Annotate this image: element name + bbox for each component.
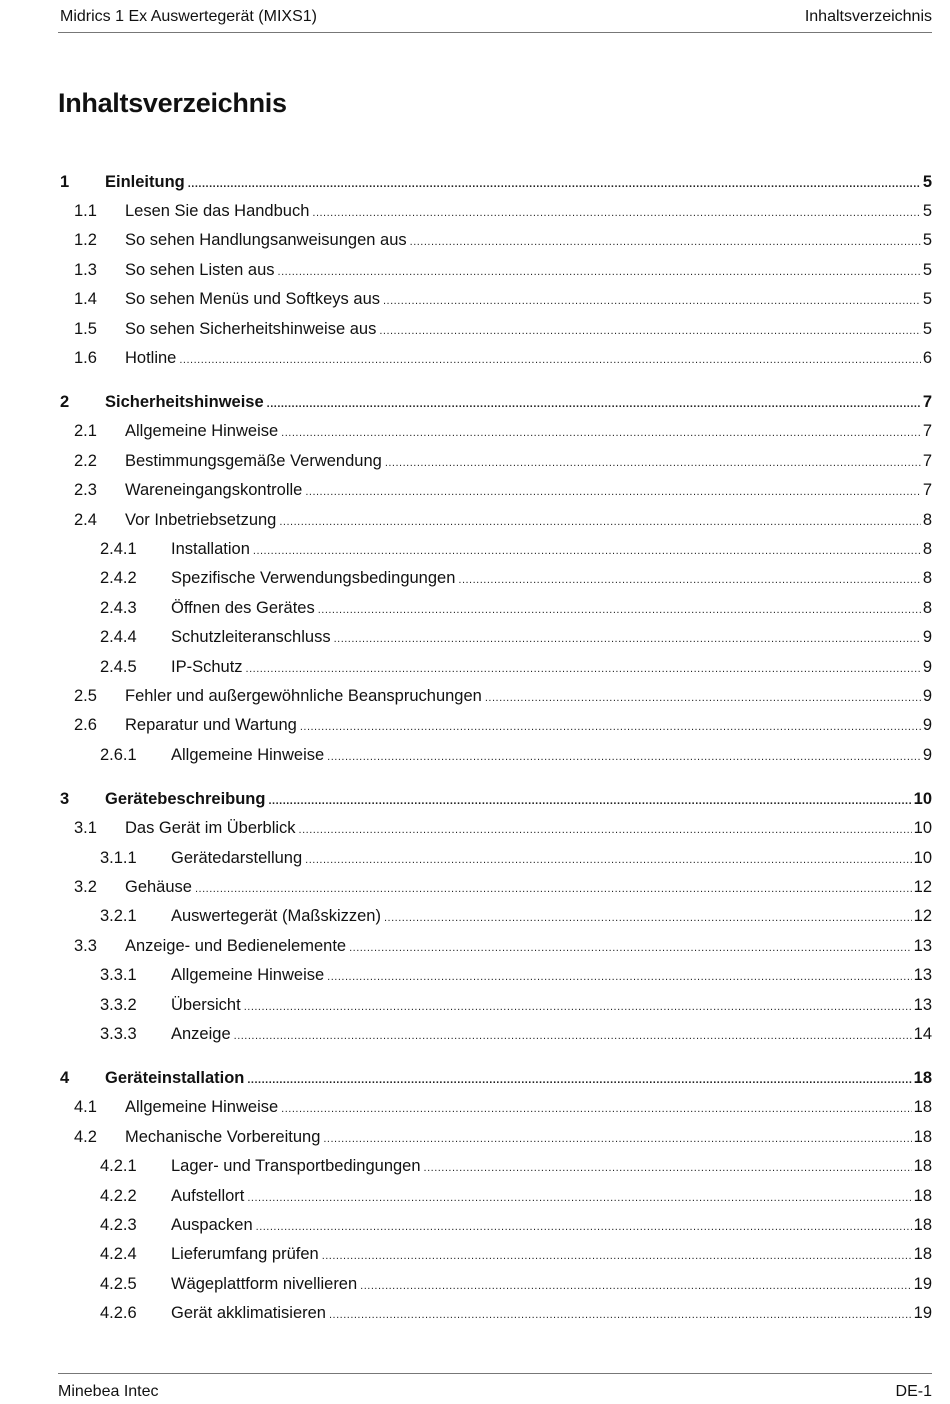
toc-entry-page[interactable]: 14 — [913, 1025, 932, 1043]
toc-entry-title[interactable]: Spezifische Verwendungsbedingungen — [171, 569, 456, 588]
toc-entry-title[interactable]: Allgemeine Hinweise — [171, 745, 325, 764]
toc-entry-body — [125, 228, 932, 254]
page-title: Inhaltsverzeichnis — [58, 88, 287, 118]
toc-dot-leader — [379, 319, 920, 343]
toc-entry-title[interactable]: IP-Schutz — [171, 657, 243, 676]
toc-entry-title[interactable]: Gerätedarstellung — [171, 848, 303, 867]
toc-entry-page[interactable]: 9 — [922, 628, 932, 647]
toc-entry-body — [105, 787, 932, 813]
toc-entry-number: 2.4.1 — [100, 540, 137, 558]
toc-entry-body — [171, 625, 932, 651]
toc-entry-2-6[interactable] — [58, 713, 932, 737]
toc-entry-page[interactable]: 9 — [922, 657, 932, 676]
toc-entry-1-5[interactable] — [58, 317, 932, 341]
toc-entry-page[interactable]: 10 — [913, 848, 932, 867]
toc-entry-body — [125, 419, 932, 445]
toc-dot-leader — [188, 172, 921, 196]
toc-dot-leader — [299, 818, 912, 842]
toc-entry-number: 3.3.2 — [100, 995, 137, 1014]
toc-entry-page[interactable]: 18 — [913, 1069, 932, 1088]
toc-dot-leader — [384, 906, 912, 930]
toc-entry-page[interactable]: 9 — [922, 745, 932, 764]
toc-dot-leader — [305, 480, 920, 504]
toc-entry-title[interactable]: Vor Inbetriebsetzung — [125, 510, 277, 529]
toc-entry-page[interactable]: 18 — [913, 1216, 932, 1234]
toc-entry-number: 4.2.5 — [100, 1274, 137, 1293]
toc-entry-2-1[interactable] — [58, 419, 932, 443]
toc-dot-leader — [268, 789, 911, 813]
toc-entry-number: 1.4 — [74, 290, 97, 309]
toc-entry-body — [125, 816, 932, 842]
toc-entry-page[interactable]: 5 — [922, 319, 932, 338]
toc-entry-number: 2.5 — [74, 687, 97, 705]
toc-entry-title[interactable]: Auswertegerät (Maßskizzen) — [171, 907, 381, 926]
toc-entry-3-1[interactable] — [58, 816, 932, 840]
toc-entry-title[interactable]: Sicherheitshinweise — [105, 393, 264, 412]
toc-entry-number: 2.4.4 — [100, 628, 137, 647]
footer-company: Minebea Intec — [58, 1383, 159, 1400]
toc-entry-3-3-1[interactable] — [58, 963, 932, 987]
toc-entry-page[interactable]: 12 — [913, 878, 932, 896]
toc-entry-page[interactable]: 13 — [913, 966, 932, 985]
toc-dot-leader — [195, 877, 912, 901]
toc-entry-title[interactable]: Lieferumfang prüfen — [171, 1245, 319, 1264]
toc-entry-body — [171, 1301, 932, 1327]
toc-entry-title[interactable]: Anzeige- und Bedienelemente — [125, 936, 347, 955]
toc-entry-body — [125, 508, 932, 534]
toc-entry-number: 2.4 — [74, 510, 97, 529]
toc-entry-number: 2 — [60, 393, 70, 412]
toc-entry-title[interactable]: Fehler und außergewöhnliche Beanspruchungen — [125, 687, 482, 705]
toc-entry-1-6[interactable] — [58, 346, 932, 370]
toc-entry-page[interactable]: 7 — [922, 481, 932, 500]
toc-entry-title[interactable]: Schutzleiteranschluss — [171, 628, 331, 647]
toc-entry-page[interactable]: 6 — [922, 349, 932, 367]
toc-dot-leader — [329, 1303, 912, 1327]
toc-dot-leader — [279, 510, 920, 534]
toc-dot-leader — [383, 289, 921, 313]
toc-entry-1-3[interactable] — [58, 258, 932, 282]
toc-entry-3[interactable] — [58, 787, 932, 811]
toc-entry-title[interactable]: Allgemeine Hinweise — [171, 966, 325, 985]
toc-entry-title[interactable]: Mechanische Vorbereitung — [125, 1127, 321, 1146]
toc-entry-1-2[interactable] — [58, 228, 932, 252]
toc-entry-title[interactable]: Einleitung — [105, 173, 185, 191]
toc-dot-leader — [253, 539, 921, 563]
toc-entry-2-4-2[interactable] — [58, 566, 932, 590]
toc-entry-body — [171, 655, 932, 681]
toc-entry-title[interactable]: Lesen Sie das Handbuch — [125, 202, 310, 220]
toc-entry-number: 3.2 — [74, 878, 97, 896]
toc-entry-3-3-3[interactable] — [58, 1022, 932, 1046]
toc-entry-number: 4.1 — [74, 1098, 97, 1117]
toc-entry-page[interactable]: 10 — [913, 819, 932, 838]
toc-entry-page[interactable]: 18 — [913, 1157, 932, 1176]
toc-entry-body — [171, 963, 932, 989]
toc-entry-title[interactable]: So sehen Handlungsanweisungen aus — [125, 231, 407, 250]
toc-entry-title[interactable]: Allgemeine Hinweise — [125, 1098, 279, 1117]
toc-entry-body — [171, 1213, 932, 1239]
toc-entry-number: 1 — [60, 173, 70, 191]
toc-dot-leader — [246, 657, 921, 681]
toc-dot-leader — [410, 230, 921, 254]
toc-entry-3-2-1[interactable] — [58, 904, 932, 928]
toc-entry-title[interactable]: Das Gerät im Überblick — [125, 819, 296, 838]
toc-entry-page[interactable]: 18 — [913, 1245, 932, 1264]
toc-entry-body — [125, 875, 932, 901]
toc-entry-4-2-3[interactable] — [58, 1213, 932, 1237]
toc-entry-page[interactable]: 12 — [913, 907, 932, 926]
toc-entry-title[interactable]: So sehen Menüs und Softkeys aus — [125, 290, 380, 309]
toc-entry-number: 2.4.5 — [100, 657, 137, 676]
toc-entry-number: 1.2 — [74, 231, 97, 250]
toc-dot-leader — [327, 965, 911, 989]
toc-dot-leader — [424, 1156, 912, 1180]
toc-dot-leader — [267, 392, 921, 416]
toc-entry-2-6-1[interactable] — [58, 743, 932, 767]
toc-entry-body — [125, 346, 932, 372]
toc-entry-4-2-1[interactable] — [58, 1154, 932, 1178]
toc-entry-page[interactable]: 8 — [922, 598, 932, 617]
toc-entry-body — [125, 317, 932, 343]
toc-entry-page[interactable]: 18 — [913, 1186, 932, 1205]
toc-entry-2-4-3[interactable] — [58, 596, 932, 620]
page-header — [58, 5, 932, 33]
toc-entry-2-5[interactable] — [58, 684, 932, 708]
toc-entry-3-3-2[interactable] — [58, 993, 932, 1017]
toc-dot-leader — [312, 201, 920, 225]
toc-dot-leader — [458, 568, 920, 592]
toc-entry-page[interactable]: 9 — [922, 716, 932, 735]
toc-entry-title[interactable]: Aufstellort — [171, 1186, 245, 1205]
toc-entry-title[interactable]: Gerät akklimatisieren — [171, 1304, 326, 1323]
toc-entry-4-2-5[interactable] — [58, 1272, 932, 1296]
toc-entry-page[interactable]: 5 — [922, 202, 932, 220]
toc-entry-number: 4.2.1 — [100, 1157, 137, 1176]
toc-dot-leader — [323, 1127, 911, 1151]
toc-entry-title[interactable]: Hotline — [125, 349, 177, 367]
toc-dot-leader — [179, 348, 920, 372]
toc-entry-4-1[interactable] — [58, 1095, 932, 1119]
toc-dot-leader — [244, 995, 912, 1019]
toc-entry-body — [171, 537, 932, 563]
toc-entry-1[interactable] — [58, 170, 932, 194]
toc-entry-title[interactable]: Geräteinstallation — [105, 1069, 245, 1088]
toc-entry-number: 1.6 — [74, 349, 97, 367]
toc-entry-title[interactable]: Bestimmungsgemäße Verwendung — [125, 451, 382, 470]
toc-entry-page[interactable]: 9 — [922, 687, 932, 705]
toc-entry-title[interactable]: Gehäuse — [125, 878, 192, 896]
toc-entry-number: 4.2.3 — [100, 1216, 137, 1234]
toc-entry-number: 2.3 — [74, 481, 97, 500]
toc-entry-page[interactable]: 7 — [922, 451, 932, 470]
toc-entry-body — [125, 1125, 932, 1151]
toc-entry-page[interactable]: 5 — [922, 231, 932, 250]
toc-dot-leader — [349, 936, 912, 960]
toc-entry-number: 1.5 — [74, 319, 97, 338]
toc-entry-number: 3.2.1 — [100, 907, 137, 926]
toc-entry-title[interactable]: So sehen Listen aus — [125, 260, 275, 279]
toc-entry-2-4[interactable] — [58, 508, 932, 532]
toc-entry-number: 2.1 — [74, 422, 97, 441]
toc-entry-page[interactable]: 10 — [913, 790, 932, 809]
toc-entry-body — [105, 1066, 932, 1092]
footer-page-number: DE-1 — [895, 1383, 932, 1400]
toc-entry-title[interactable]: Auspacken — [171, 1216, 253, 1234]
toc-entry-number: 4.2.4 — [100, 1245, 137, 1264]
toc-entry-body — [105, 390, 932, 416]
toc-entry-body — [125, 287, 932, 313]
toc-entry-title[interactable]: Wareneingangskontrolle — [125, 481, 303, 500]
toc-entry-title[interactable]: Anzeige — [171, 1025, 231, 1043]
toc-entry-title[interactable]: Installation — [171, 540, 250, 558]
toc-dot-leader — [278, 260, 921, 284]
toc-entry-2-2[interactable] — [58, 449, 932, 473]
toc-entry-number: 3 — [60, 790, 70, 809]
toc-entry-number: 4.2 — [74, 1127, 97, 1146]
header-document-title: Midrics 1 Ex Auswertegerät (MIXS1) — [60, 8, 317, 25]
toc-entry-4[interactable] — [58, 1066, 932, 1090]
toc-entry-body — [125, 684, 932, 710]
toc-entry-page[interactable]: 18 — [913, 1127, 932, 1146]
toc-entry-number: 1.3 — [74, 260, 97, 279]
toc-dot-leader — [318, 598, 921, 622]
toc-entry-body — [171, 1242, 932, 1268]
toc-entry-body — [125, 934, 932, 960]
toc-entry-number: 3.1 — [74, 819, 97, 838]
toc-entry-body — [125, 478, 932, 504]
toc-dot-leader — [360, 1274, 911, 1298]
toc-entry-2-4-5[interactable] — [58, 655, 932, 679]
toc-dot-leader — [300, 715, 921, 739]
toc-dot-leader — [256, 1215, 912, 1239]
toc-entry-2[interactable] — [58, 390, 932, 414]
toc-entry-title[interactable]: Öffnen des Gerätes — [171, 598, 315, 617]
toc-entry-body — [125, 449, 932, 475]
toc-entry-title[interactable]: Wägeplattform nivellieren — [171, 1274, 358, 1293]
header-section-title: Inhaltsverzeichnis — [804, 8, 932, 25]
toc-entry-page[interactable]: 8 — [922, 510, 932, 529]
toc-entry-4-2[interactable] — [58, 1125, 932, 1149]
toc-entry-body — [171, 846, 932, 872]
toc-entry-title[interactable]: So sehen Sicherheitshinweise aus — [125, 319, 377, 338]
toc-entry-title[interactable]: Reparatur und Wartung — [125, 716, 297, 735]
toc-dot-leader — [281, 421, 921, 445]
toc-entry-title[interactable]: Lager- und Transportbedingungen — [171, 1157, 421, 1176]
page-footer — [58, 1373, 932, 1401]
toc-dot-leader — [234, 1024, 912, 1048]
toc-entry-2-3[interactable] — [58, 478, 932, 502]
toc-entry-number: 2.6.1 — [100, 745, 137, 764]
toc-entry-number: 2.6 — [74, 716, 97, 735]
toc-entry-title[interactable]: Übersicht — [171, 995, 241, 1014]
toc-entry-page[interactable]: 8 — [922, 540, 932, 558]
toc-entry-page[interactable]: 19 — [913, 1304, 932, 1323]
toc-entry-4-2-4[interactable] — [58, 1242, 932, 1266]
toc-entry-3-1-1[interactable] — [58, 846, 932, 870]
toc-entry-page[interactable]: 7 — [922, 422, 932, 441]
toc-entry-body — [105, 170, 932, 196]
toc-entry-page[interactable]: 5 — [922, 290, 932, 309]
toc-entry-body — [171, 1184, 932, 1210]
toc-dot-leader — [322, 1244, 912, 1268]
toc-entry-4-2-6[interactable] — [58, 1301, 932, 1325]
toc-entry-body — [171, 566, 932, 592]
toc-dot-leader — [385, 451, 921, 475]
toc-entry-4-2-2[interactable] — [58, 1184, 932, 1208]
toc-entry-title[interactable]: Gerätebeschreibung — [105, 790, 266, 809]
toc-entry-body — [171, 1154, 932, 1180]
toc-dot-leader — [485, 686, 921, 710]
toc-entry-2-4-1[interactable] — [58, 537, 932, 561]
toc-entry-body — [171, 1022, 932, 1048]
toc-entry-body — [171, 596, 932, 622]
toc-entry-body — [125, 199, 932, 225]
toc-entry-3-3[interactable] — [58, 934, 932, 958]
toc-entry-1-4[interactable] — [58, 287, 932, 311]
toc-entry-number: 3.1.1 — [100, 848, 137, 867]
toc-entry-number: 2.2 — [74, 451, 97, 470]
toc-dot-leader — [305, 848, 911, 872]
toc-entry-body — [125, 258, 932, 284]
toc-entry-number: 3.3.1 — [100, 966, 137, 985]
toc-entry-page[interactable]: 18 — [913, 1098, 932, 1117]
toc-entry-page[interactable]: 8 — [922, 569, 932, 588]
toc-entry-number: 4 — [60, 1069, 70, 1088]
toc-dot-leader — [334, 627, 921, 651]
toc-entry-page[interactable]: 13 — [913, 995, 932, 1014]
toc-entry-body — [171, 1272, 932, 1298]
toc-entry-3-2[interactable] — [58, 875, 932, 899]
toc-entry-body — [125, 713, 932, 739]
toc-entry-number: 3.3.3 — [100, 1025, 137, 1043]
toc-entry-2-4-4[interactable] — [58, 625, 932, 649]
toc-dot-leader — [247, 1068, 911, 1092]
toc-entry-page[interactable]: 13 — [913, 936, 932, 955]
toc-entry-number: 2.4.2 — [100, 569, 137, 588]
toc-entry-number: 2.4.3 — [100, 598, 137, 617]
toc-entry-body — [171, 904, 932, 930]
toc-entry-number: 3.3 — [74, 936, 97, 955]
toc-entry-body — [171, 993, 932, 1019]
toc-entry-number: 1.1 — [74, 202, 97, 220]
toc-entry-page[interactable]: 5 — [922, 173, 932, 191]
toc-dot-leader — [327, 745, 921, 769]
toc-entry-body — [125, 1095, 932, 1121]
toc-entry-body — [171, 743, 932, 769]
toc-dot-leader — [281, 1097, 911, 1121]
toc-entry-number: 4.2.6 — [100, 1304, 137, 1323]
toc-entry-title[interactable]: Allgemeine Hinweise — [125, 422, 279, 441]
toc-dot-leader — [247, 1186, 911, 1210]
toc-entry-number: 4.2.2 — [100, 1186, 137, 1205]
toc-entry-page[interactable]: 5 — [922, 260, 932, 279]
toc-entry-page[interactable]: 19 — [913, 1274, 932, 1293]
toc-entry-1-1[interactable] — [58, 199, 932, 223]
toc-entry-page[interactable]: 7 — [922, 393, 932, 412]
